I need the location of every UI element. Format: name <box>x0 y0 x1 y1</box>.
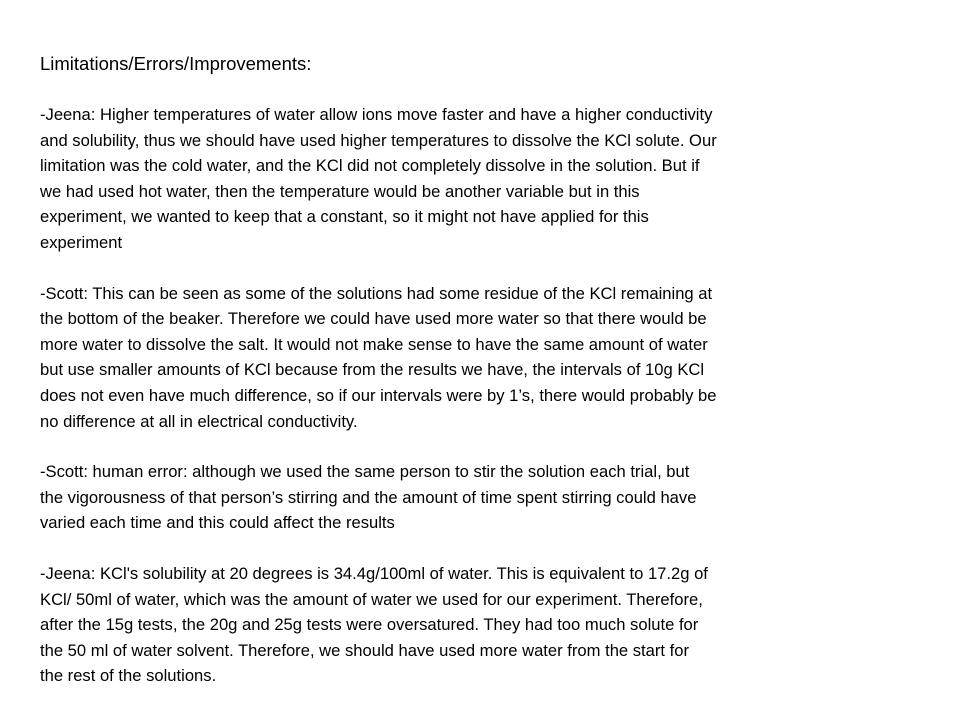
text-line: the 50 ml of water solvent. Therefore, we should have used more water from the start for <box>40 640 690 660</box>
text-line: -Scott: This can be seen as some of the solutions had some residue of the KCl remaining at <box>40 283 713 303</box>
text-line: no difference at all in electrical conductivity. <box>40 411 358 431</box>
text-line: -Jeena: Higher temperatures of water allow ions move faster and have a higher conductivity <box>40 105 713 124</box>
slide-heading: Limitations/Errors/Improvements: <box>40 53 312 74</box>
text-line: more water to dissolve the salt. It would not make sense to have the same amount of water <box>40 334 708 354</box>
text-line: we had used hot water, then the temperature would be another variable but in this <box>40 181 640 201</box>
slide-content <box>40 52 860 714</box>
text-line: the bottom of the beaker. Therefore we could have used more water so that there would be <box>40 309 707 329</box>
text-line: -Jeena: KCl's solubility at 20 degrees is 34.4g/100ml of water. This is equivalent to 17.2g of <box>40 563 708 583</box>
text-line: does not even have much difference, so if our intervals were by 1’s, there would probably be <box>40 385 717 405</box>
paragraph-jeena-temperature <box>40 102 860 256</box>
text-line: experiment, we wanted to keep that a constant, so it might not have applied for this <box>40 207 649 227</box>
text-line: KCl/ 50ml of water, which was the amount of water we used for our experiment. Therefore, <box>40 589 703 609</box>
text-line: limitation was the cold water, and the KCl did not completely dissolve in the solution. But if <box>40 156 700 176</box>
paragraph-jeena-solubility <box>40 561 860 689</box>
text-line: experiment <box>40 232 123 252</box>
text-line: varied each time and this could affect the results <box>40 513 395 533</box>
text-line: -Scott: human error: although we used the same person to stir the solution each trial, but <box>40 462 690 482</box>
text-line: the vigorousness of that person’s stirring and the amount of time spent stirring could have <box>40 487 697 507</box>
text-line: but use smaller amounts of KCl because from the results we have, the intervals of 10g KCl <box>40 360 705 380</box>
text-line: and solubility, thus we should have used higher temperatures to dissolve the KCl solute. Our <box>40 130 717 150</box>
text-line: after the 15g tests, the 20g and 25g tests were oversatured. They had too much solute for <box>40 615 699 635</box>
paragraph-scott-residue <box>40 281 860 435</box>
text-line: the rest of the solutions. <box>40 666 217 686</box>
paragraph-scott-human-error <box>40 459 860 536</box>
